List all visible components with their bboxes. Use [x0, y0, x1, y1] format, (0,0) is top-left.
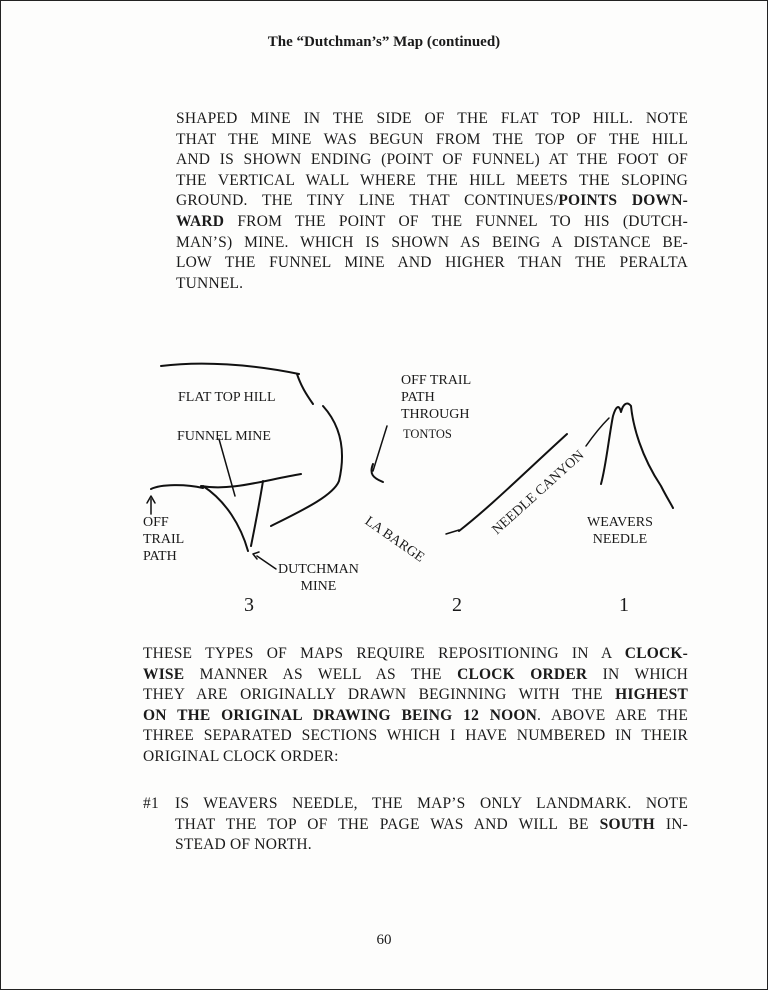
label-weavers-needle: [587, 514, 653, 548]
text-run: FROM THE POINT OF THE FUNNEL TO HIS (DUTCH-: [224, 212, 688, 230]
text-run: THESE TYPES OF MAPS REQUIRE REPOSITIONING IN A: [143, 645, 625, 662]
text-line: STEAD OF NORTH.: [175, 836, 312, 854]
label-line: MINE: [300, 579, 337, 594]
label-off-trail-path-left: [143, 514, 184, 565]
label-line: PATH: [401, 390, 435, 405]
section-number-2: 2: [452, 594, 462, 616]
text-run: GROUND. THE TINY LINE THAT CONTINUES/: [176, 192, 559, 210]
label-tontos: TONTOS: [403, 427, 452, 441]
text-line: AND IS SHOWN ENDING (POINT OF FUNNEL) AT THE FOOT OF: [176, 151, 688, 169]
label-line: OFF TRAIL: [401, 373, 472, 388]
page-number: 60: [376, 932, 392, 948]
text-line: THAT THE MINE WAS BEGUN FROM THE TOP OF THE HILL: [176, 130, 688, 148]
paragraph-clock-order: [143, 644, 688, 768]
text-line: [143, 794, 688, 815]
label-line: NEEDLE: [592, 532, 648, 547]
label-funnel-mine: FUNNEL MINE: [177, 429, 271, 444]
text-line: LOW THE FUNNEL MINE AND HIGHER THAN THE PERALTA: [176, 254, 688, 272]
text-line: [176, 212, 688, 233]
hill-vertical-wall: [271, 406, 342, 526]
text-run: . ABOVE ARE THE: [537, 706, 688, 724]
label-line: TRAIL: [143, 532, 185, 547]
bold-text: WISE: [143, 665, 185, 683]
dutchman-map-figure: [1, 356, 767, 626]
bold-text: WARD: [176, 212, 225, 230]
label-off-trail-path-through: [401, 372, 471, 423]
pointer-line: [257, 556, 276, 569]
label-la-barge: LA BARGE: [361, 513, 427, 566]
hill-top-line: [161, 364, 299, 374]
bold-text: ON THE ORIGINAL DRAWING BEING 12 NOON: [143, 706, 538, 724]
bold-text: SOUTH: [599, 815, 655, 833]
funnel-center-line: [251, 481, 263, 546]
text-line: [143, 644, 688, 665]
text-run: THAT THE TOP OF THE PAGE WAS AND WILL BE: [175, 815, 600, 833]
text-line: [143, 685, 688, 706]
tontos-path-line: [371, 464, 383, 482]
text-line: THE VERTICAL WALL WHERE THE HILL MEETS THE SLOPING: [176, 171, 688, 189]
text-line: ORIGINAL CLOCK ORDER:: [143, 747, 339, 765]
weavers-needle-outline: [601, 404, 673, 508]
label-needle-canyon: NEEDLE CANYON: [489, 447, 588, 538]
page-header: The “Dutchman’s” Map (continued): [267, 34, 501, 50]
label-flat-top-hill: FLAT TOP HILL: [178, 390, 276, 405]
label-line: THROUGH: [401, 407, 470, 422]
pointer-line: [373, 426, 387, 471]
funnel-top-line: [201, 474, 301, 487]
section-number-1: 1: [619, 594, 629, 616]
hill-corner-line: [297, 374, 313, 404]
label-line: PATH: [143, 549, 177, 564]
label-dutchman-mine: [278, 561, 359, 595]
text-line: [176, 191, 688, 212]
needle-ridge-line: [586, 418, 609, 446]
text-line: MAN’S) MINE. WHICH IS SHOWN AS BEING A DISTANCE BE-: [176, 233, 688, 251]
text-run: IN WHICH: [587, 665, 689, 683]
text-line: [143, 665, 688, 686]
paragraph-item-1: [143, 794, 688, 856]
bold-text: HIGHEST: [615, 686, 688, 704]
text-run: IS WEAVERS NEEDLE, THE MAP’S ONLY LANDMARK. NOTE: [175, 795, 688, 812]
text-run: MANNER AS WELL AS THE: [184, 665, 458, 683]
canyon-tick-line: [446, 530, 459, 534]
bold-text: POINTS DOWN-: [558, 192, 688, 210]
arrow-head-icon: [253, 552, 259, 559]
text-line: THREE SEPARATED SECTIONS WHICH I HAVE NUMBERED IN THEIR: [143, 727, 688, 745]
text-line: TUNNEL.: [176, 274, 244, 292]
text-run: IN-: [654, 815, 688, 833]
map-drawing: [1, 356, 767, 626]
text-line: [143, 815, 688, 836]
bold-text: CLOCK-: [624, 645, 688, 662]
label-line: DUTCHMAN: [278, 562, 359, 577]
text-line: SHAPED MINE IN THE SIDE OF THE FLAT TOP HILL. NOTE: [176, 110, 688, 127]
label-line: OFF: [143, 515, 169, 530]
label-line: WEAVERS: [587, 515, 653, 530]
text-run: THEY ARE ORIGINALLY DRAWN BEGINNING WITH THE: [143, 686, 616, 704]
section-number-3: 3: [244, 594, 254, 616]
text-line: [143, 706, 688, 727]
bold-text: CLOCK ORDER: [457, 665, 588, 683]
off-trail-path-line: [151, 485, 203, 489]
funnel-side-line: [203, 486, 248, 551]
item-number: #1: [143, 795, 159, 812]
paragraph-intro: [176, 109, 688, 294]
